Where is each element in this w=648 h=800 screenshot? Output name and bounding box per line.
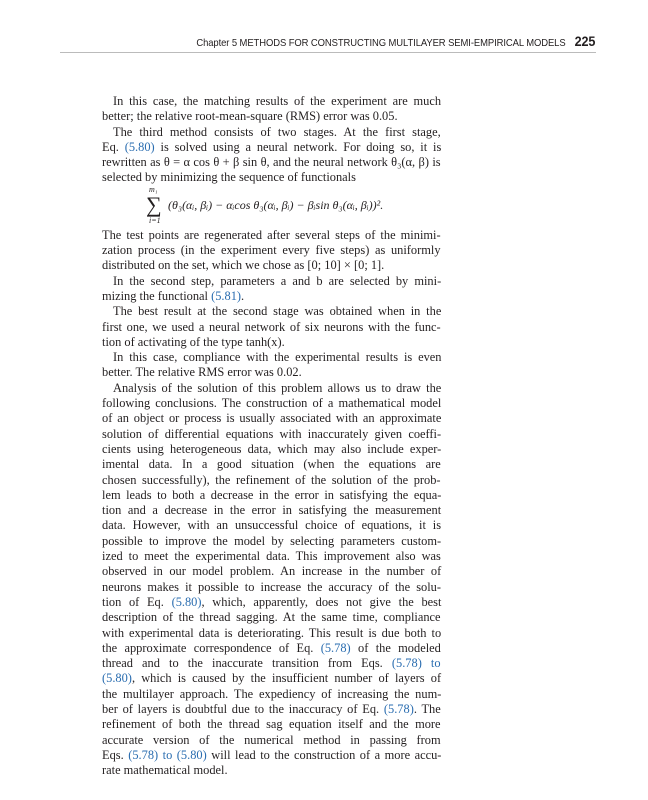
text-run: description of the thread sagging. At the same time, compliance — [102, 610, 441, 625]
sigma-symbol: ∑ — [146, 191, 162, 217]
text-line — [102, 534, 441, 549]
text-line — [102, 396, 441, 411]
text-line — [102, 381, 441, 396]
text-line — [102, 228, 441, 243]
text-line — [102, 687, 441, 702]
text-run: first one, we used a neural network of six neurons with the func- — [102, 319, 441, 334]
paragraph — [102, 381, 441, 779]
text-line — [102, 109, 441, 124]
text-run: mizing the functional — [102, 288, 212, 303]
text-line — [102, 610, 441, 625]
text-line — [102, 564, 441, 579]
text-line — [102, 140, 441, 155]
running-title: Chapter 5 METHODS FOR CONSTRUCTING MULTILAYER SEMI-EMPIRICAL MODELS — [196, 37, 566, 49]
text-line — [102, 94, 441, 109]
text-line — [102, 155, 441, 170]
text-run: The third method consists of two stages. At the first stage, — [113, 124, 441, 139]
text-run: In the second step, parameters a and b are selected by mini- — [113, 273, 442, 288]
text-run: tion of Eq. — [102, 594, 172, 609]
text-line — [102, 488, 441, 503]
text-run: . The — [413, 701, 441, 716]
text-line — [102, 411, 441, 426]
text-run: , which, apparently, does not give the best — [201, 594, 442, 609]
text-run: ber of layers is doubtful due to the inaccuracy of Eq. — [102, 701, 384, 716]
text-line — [102, 671, 441, 686]
text-line — [102, 258, 441, 273]
text-run: . — [241, 288, 245, 303]
text-line — [102, 763, 441, 778]
text-line — [102, 170, 441, 185]
text-run: Eqs. — [102, 747, 129, 762]
text-run: with experimental data is deteriorating. This result is due both to — [102, 625, 442, 640]
text-run: the multilayer approach. The expediency of increasing the num- — [102, 686, 442, 701]
text-run: solution of differential equations with inaccurately given coeffi- — [102, 426, 442, 441]
text-run: distributed on the set, which we chose as [0; 10] × [0; 1]. — [102, 258, 385, 273]
text-run: possible to improve the model by selecting parameters custom- — [102, 533, 442, 548]
equation-reference-link[interactable]: (5.78) — [320, 640, 351, 655]
page-number: 225 — [574, 33, 595, 49]
text-run: of an object or process is usually associated with an approximate — [102, 411, 442, 426]
text-run: better. The relative RMS error was 0.02. — [102, 365, 302, 380]
text-run: will lead to the construction of a more accu- — [206, 747, 442, 762]
text-run: accurate version of the numerical method in passing from — [102, 732, 441, 747]
text-run: the approximate correspondence of Eq. — [102, 640, 321, 655]
text-run: lem leads to both a decrease in the error in satisfying the equa- — [102, 487, 442, 502]
text-run: better; the relative root-mean-square (RMS) error was 0.05. — [102, 109, 398, 124]
text-run: selected by minimizing the sequence of functionals — [102, 170, 356, 185]
text-run: cients using heterogeneous data, which may also include exper- — [102, 441, 442, 456]
equation-reference-link[interactable]: (5.80) — [171, 594, 202, 609]
text-line — [102, 626, 441, 641]
text-run: , which is caused by the insufficient number of layers of — [131, 671, 442, 686]
text-run: following conclusions. The construction of a mathematical model — [102, 396, 442, 411]
text-run: data. However, with an unsuccessful choice of equations, it is — [102, 518, 442, 533]
text-run: The best result at the second stage was obtained when in the — [113, 304, 442, 319]
text-run: of the modeled — [350, 640, 441, 655]
text-run: zation process (in the experiment every five steps) as uniformly — [102, 243, 441, 258]
equation-reference-link[interactable]: (5.78) to — [391, 656, 441, 671]
equation-reference-link[interactable]: (5.78) — [383, 701, 414, 716]
text-line — [102, 717, 441, 732]
text-line — [102, 274, 441, 289]
text-run: observed in our model problem. An increase in the number of — [102, 564, 442, 579]
text-run: In this case, the matching results of the experiment are much — [113, 94, 442, 108]
text-line — [102, 473, 441, 488]
text-run: tion and a decrease in the error in satisfying the measurement — [102, 503, 442, 518]
equation-reference-link[interactable]: (5.78) to (5.80) — [128, 747, 207, 762]
text-run: Analysis of the solution of this problem allows us to draw the — [113, 380, 442, 395]
text-line — [102, 748, 441, 763]
text-run: rewritten as θ = α cos θ + β sin θ, and the neural network θ₃(α, β) is — [102, 155, 441, 170]
text-run: neurons makes it possible to increase the accuracy of the solu- — [102, 579, 441, 594]
text-line — [102, 457, 441, 472]
text-run: rate mathematical model. — [102, 763, 228, 778]
text-line — [102, 320, 441, 335]
text-line — [102, 733, 441, 748]
text-line — [102, 243, 441, 258]
text-line — [102, 641, 441, 656]
text-line — [102, 702, 441, 717]
text-run: ized to meet the experimental data. This improvement also was — [102, 549, 441, 564]
text-line — [102, 365, 441, 380]
text-line — [102, 518, 441, 533]
sum-upper-limit: m₁ — [149, 184, 158, 194]
paragraph — [102, 304, 441, 350]
equation-reference-link[interactable]: (5.81) — [211, 288, 242, 303]
text-line — [102, 503, 441, 518]
header-rule — [60, 52, 596, 53]
paragraph — [102, 94, 441, 125]
paragraph — [102, 350, 441, 381]
equation-reference-link[interactable]: (5.80) — [124, 139, 155, 154]
text-run: The test points are regenerated after several steps of the minimi- — [102, 227, 441, 242]
text-line — [102, 595, 441, 610]
text-line — [102, 442, 441, 457]
paragraph — [102, 274, 441, 305]
text-run: imental data. In a good situation (when the equations are — [102, 457, 441, 472]
paragraph — [102, 125, 441, 186]
text-line — [102, 335, 441, 350]
text-line — [102, 125, 441, 140]
text-run: refinement of both the thread sag equation itself and the more — [102, 717, 441, 732]
text-run: thread and to the inaccurate transition from Eqs. — [102, 656, 392, 671]
text-line — [102, 549, 441, 564]
text-line — [102, 304, 441, 319]
text-line — [102, 350, 441, 365]
sum-lower-limit: i=1 — [149, 215, 161, 225]
text-run: chosen successfully), the refinement of the solution of the prob- — [102, 472, 441, 487]
text-line — [102, 289, 441, 304]
text-line — [102, 580, 441, 595]
text-run: In this case, compliance with the experimental results is even — [113, 350, 442, 365]
equation-reference-link[interactable]: (5.80) — [102, 671, 132, 686]
text-line — [102, 656, 441, 671]
text-run: Eq. — [102, 139, 125, 154]
paragraph — [102, 228, 441, 274]
text-run: tion of activating of the type tanh(x). — [102, 334, 285, 349]
sum-expression: (θ₃(αᵢ, βᵢ) − αᵢcos θ₃(αᵢ, βᵢ) − βᵢsin θ₃(αᵢ, βᵢ))². — [168, 197, 384, 212]
equation-sum-functional — [102, 186, 441, 228]
page-body — [102, 94, 441, 778]
text-line — [102, 427, 441, 442]
text-run: is solved using a neural network. For doing so, it is — [154, 139, 442, 154]
running-header — [196, 33, 595, 49]
